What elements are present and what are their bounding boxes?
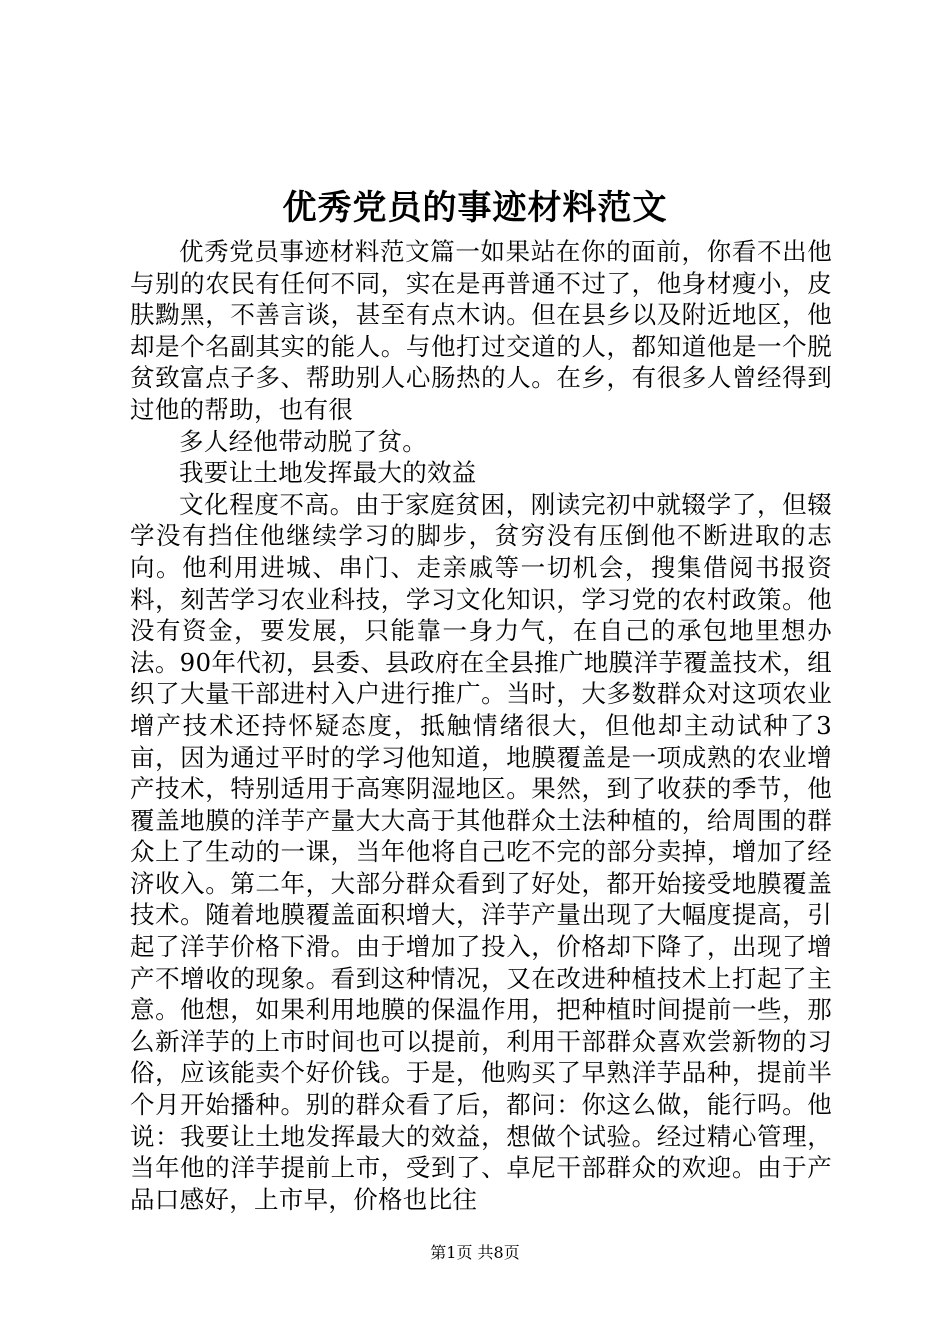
document-title: 优秀党员的事迹材料范文 [282, 188, 668, 228]
paragraph-main: 文化程度不高。由于家庭贫困，刚读完初中就辍学了，但辍学没有挡住他继续学习的脚步，贫穷没有压倒他不断进取的志向。他利用进城、串门、走亲戚等一切机会，搜集借阅书报资料，刻苦学习农业科技，学习文化知识，学习党的农村政策。他没有资金，要发展，只能靠一身力气，在自己的承包地里想办法。90年代初，县委、县政府在全县推广地膜洋芋覆盖技术，组织了大量干部进村入户进行推广。当时，大多数群众对这项农业增产技术还持怀疑态度，抵触情绪很大，但他却主动试种了3亩，因为通过平时的学习他知道，地膜覆盖是一项成熟的农业增产技术，特别适用于高寒阴湿地区。果然，到了收获的季节，他覆盖地膜的洋芋产量大大高于其他群众土法种植的，给周围的群众上了生动的一课，当年他将自己吃不完的部分卖掉，增加了经济收入。第二年，大部分群众看到了好处，都开始接受地膜覆盖技术。随着地膜覆盖面积增大，洋芋产量出现了大幅度提高，引起了洋芋价格下滑。由于增加了投入，价格却下降了，出现了增产不增收的现象。看到这种情况，又在改进种植技术上打起了主意。他想，如果利用地膜的保温作用，把种植时间提前一些，那么新洋芋的上市时间也可以提前，利用干部群众喜欢尝新物的习俗，应该能卖个好价钱。于是，他购买了早熟洋芋品种，提前半个月开始播种。别的群众看了后，都问：你这么做，能行吗。他说：我要让土地发挥最大的效益，想做个试验。经过精心管理，当年他的洋芋提前上市，受到了、卓尼干部群众的欢迎。由于产品口感好，上市早，价格也比往 [130, 489, 832, 1214]
page-footer: 第1页 共8页 [430, 1243, 520, 1262]
document-body [130, 236, 832, 1215]
paragraph-intro: 优秀党员事迹材料范文篇一如果站在你的面前，你看不出他与别的农民有任何不同，实在是再普通不过了，他身材瘦小，皮肤黝黑，不善言谈，甚至有点木讷。但在县乡以及附近地区，他却是个名副其实的能人。与他打过交道的人，都知道他是一个脱贫致富点子多、帮助别人心肠热的人。在乡，有很多人曾经得到过他的帮助，也有很 [130, 237, 832, 424]
paragraph-continuation: 多人经他带动脱了贫。 [179, 426, 427, 456]
section-heading: 我要让土地发挥最大的效益 [179, 458, 477, 488]
